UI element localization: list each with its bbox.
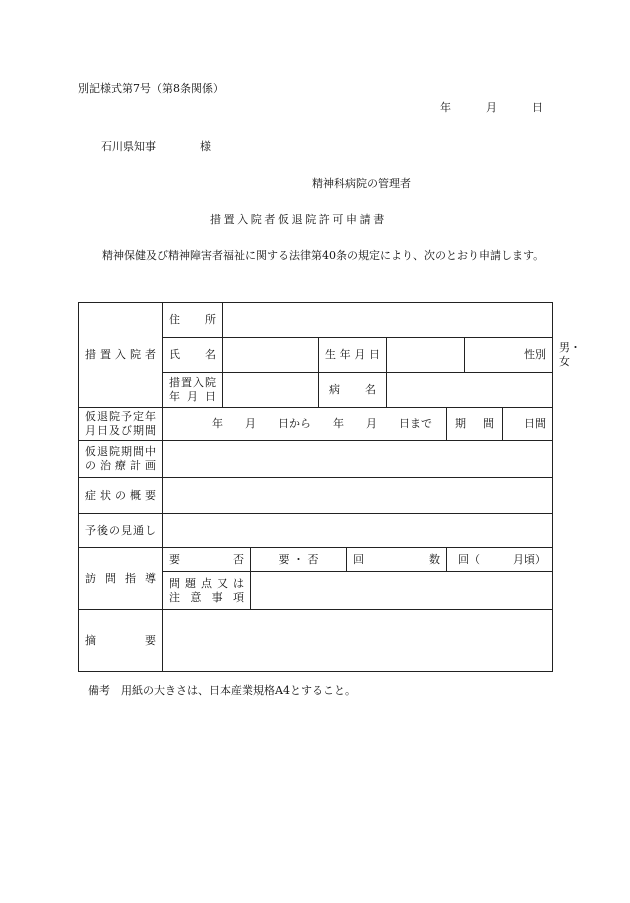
admission-date-label: 措置入院 年月日: [163, 373, 223, 408]
issues-field[interactable]: [251, 572, 553, 610]
document-title: 措置入院者仮退院許可申請書: [210, 213, 387, 226]
to-month: 月: [366, 417, 377, 430]
date-month: 月: [486, 101, 497, 114]
date-day: 日: [532, 101, 543, 114]
treatment-plan-field[interactable]: [163, 441, 553, 478]
body-text: 精神保健及び精神障害者福祉に関する法律第40条の規定により、次のとおり申請します。: [102, 249, 545, 262]
visit-guidance-label: 訪問指導: [79, 548, 163, 610]
name-field[interactable]: [223, 338, 319, 373]
remarks-note: 備考 用紙の大きさは、日本産業規格A4とすること。: [88, 684, 356, 697]
need-value[interactable]: 要 ・ 否: [251, 548, 347, 572]
from-month: 月: [245, 417, 256, 430]
to-year: 年: [333, 417, 344, 430]
patient-group-label: 措置入院者: [79, 303, 163, 408]
symptoms-field[interactable]: [163, 478, 553, 514]
planned-period-field[interactable]: [163, 408, 447, 441]
count-value[interactable]: 回（ 月頃）: [447, 548, 553, 572]
date-line: [440, 99, 543, 115]
birthdate-label: 生年月日: [319, 338, 387, 373]
prognosis-label: 予後の見通し: [79, 514, 163, 548]
applicant: 精神科病院の管理者: [312, 177, 411, 190]
addressee: 石川県知事 様: [101, 140, 211, 153]
application-table: 措置入院者 住 所 氏 名 生年月日 性別 男・女 措置入院 年月日 病 名 仮退院予定年 月日及び期間 年 月 日から 年 月 日まで 期 間 日間 仮退院期間中 の治療計画 症状の概要 予後の見通し 訪問指導 要 否 要 ・ 否 回 数 回（ 月頃） 問題点又は 注意事項 摘 要: [78, 302, 553, 672]
issues-label: 問題点又は 注意事項: [163, 572, 251, 610]
prognosis-field[interactable]: [163, 514, 553, 548]
need-label: 要 否: [163, 548, 251, 572]
planned-date-label: 仮退院予定年 月日及び期間: [79, 408, 163, 441]
address-field[interactable]: [223, 303, 553, 338]
sex-label: 性別: [465, 338, 553, 373]
name-label: 氏 名: [163, 338, 223, 373]
symptoms-label: 症状の概要: [79, 478, 163, 514]
treatment-plan-label: 仮退院期間中 の治療計画: [79, 441, 163, 478]
address-label: 住 所: [163, 303, 223, 338]
from-year: 年: [212, 417, 223, 430]
count-label: 回 数: [347, 548, 447, 572]
disease-label: 病 名: [319, 373, 387, 408]
period-label: 期 間: [447, 408, 503, 441]
period-days-field[interactable]: 日間: [503, 408, 553, 441]
admission-date-field[interactable]: [223, 373, 319, 408]
birthdate-field[interactable]: [387, 338, 465, 373]
to-day: 日まで: [399, 417, 432, 430]
from-day: 日から: [278, 417, 311, 430]
date-year: 年: [440, 101, 451, 114]
disease-field[interactable]: [387, 373, 553, 408]
summary-field[interactable]: [163, 610, 553, 672]
form-number: 別記様式第7号（第8条関係）: [78, 82, 224, 95]
summary-label: 摘 要: [79, 610, 163, 672]
